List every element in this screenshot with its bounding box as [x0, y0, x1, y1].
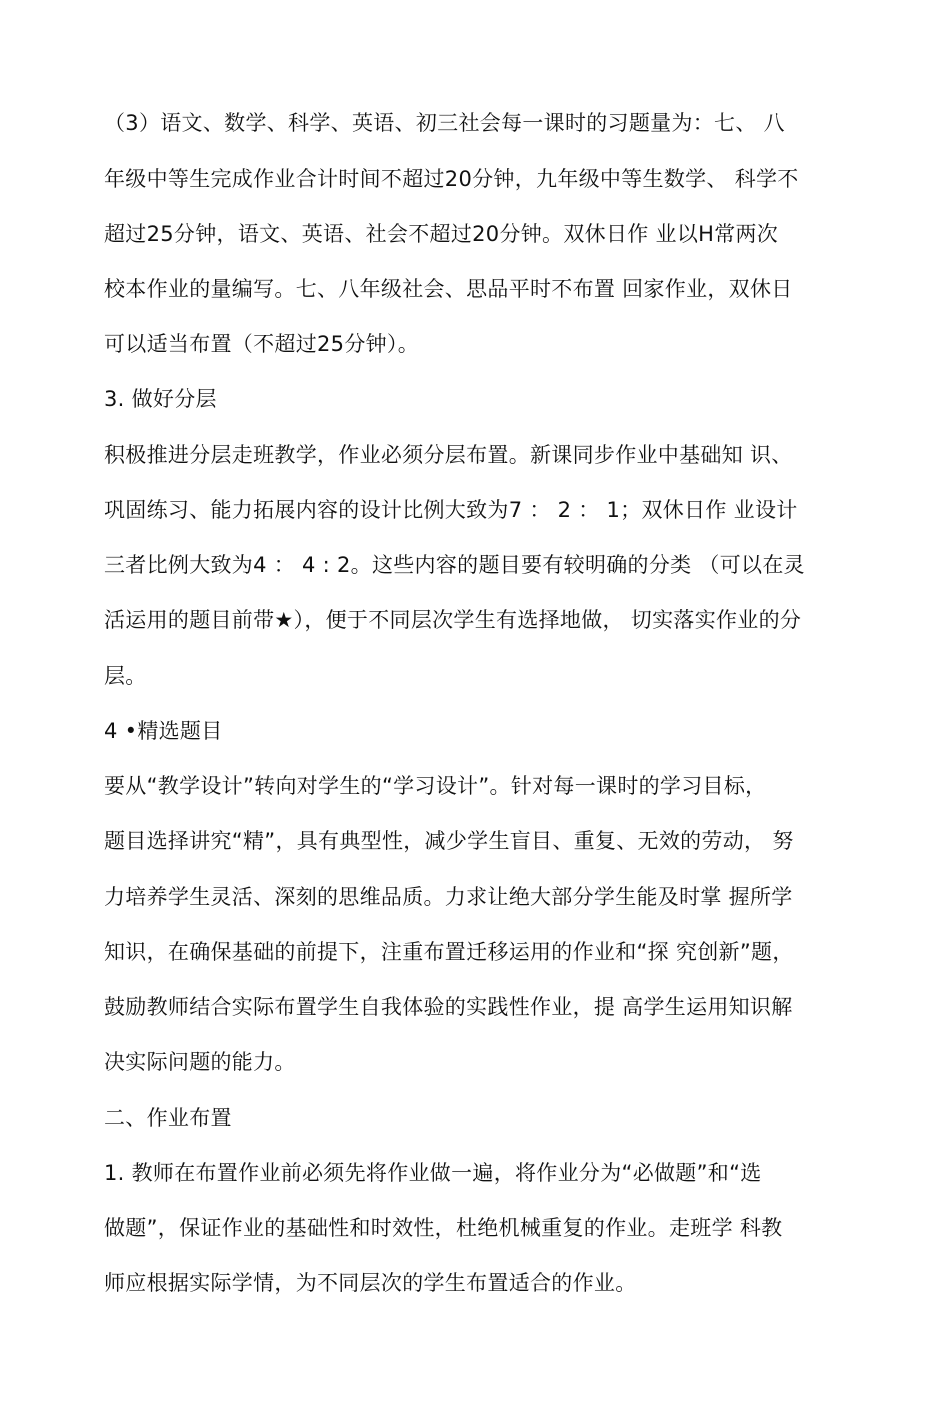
text-line: 三者比例大致为4 ： 4 : 2。这些内容的题目要有较明确的分类 （可以在灵: [104, 553, 805, 577]
text-line: 校本作业的量编写。七、八年级社会、思品平时不布置 回家作业，双休日: [104, 277, 793, 301]
text-line: 师应根据实际学情，为不同层次的学生布置适合的作业。: [104, 1271, 637, 1295]
text-line: 决实际问题的能力。: [104, 1050, 296, 1074]
text-line: 做题”，保证作业的基础性和时效性，杜绝机械重复的作业。走班学 科教: [104, 1216, 783, 1240]
text-line: 力培养学生灵活、深刻的思维品质。力求让绝大部分学生能及时掌 握所学: [104, 885, 793, 909]
text-line: 可以适当布置（不超过25分钟）。: [104, 332, 420, 356]
text-line: 积极推进分层走班教学，作业必须分层布置。新课同步作业中基础知 识、: [104, 443, 793, 467]
section-heading: 二、作业布置: [104, 1106, 232, 1130]
text-line: 知识，在确保基础的前提下，注重布置迁移运用的作业和“探 究创新”题，: [104, 940, 794, 964]
text-line: 要从“教学设计”转向对学生的“学习设计”。针对每一课时的学习目标，: [104, 774, 767, 798]
section-heading: 3. 做好分层: [104, 387, 217, 411]
text-line: 鼓励教师结合实际布置学生自我体验的实践性作业，提 高学生运用知识解: [104, 995, 793, 1019]
text-line: 层。: [104, 664, 147, 688]
text-line: 活运用的题目前带★），便于不同层次学生有选择地做， 切实落实作业的分: [104, 608, 802, 632]
text-line: 1. 教师在布置作业前必须先将作业做一遍，将作业分为“必做题”和“选: [104, 1161, 762, 1185]
section-heading: 4 •精选题目: [104, 719, 223, 743]
text-line: 巩固练习、能力拓展内容的设计比例大致为7 ： 2 ： 1；双休日作 业设计: [104, 498, 798, 522]
text-line: 超过25分钟，语文、英语、社会不超过20分钟。双休日作 业以H常两次: [104, 222, 779, 246]
text-line: （3）语文、数学、科学、英语、初三社会每一课时的习题量为：七、 八: [104, 111, 785, 135]
text-line: 题目选择讲究“精”，具有典型性，减少学生盲目、重复、无效的劳动， 努: [104, 829, 794, 853]
text-line: 年级中等生完成作业合计时间不超过20分钟，九年级中等生数学、 科学不: [104, 167, 799, 191]
